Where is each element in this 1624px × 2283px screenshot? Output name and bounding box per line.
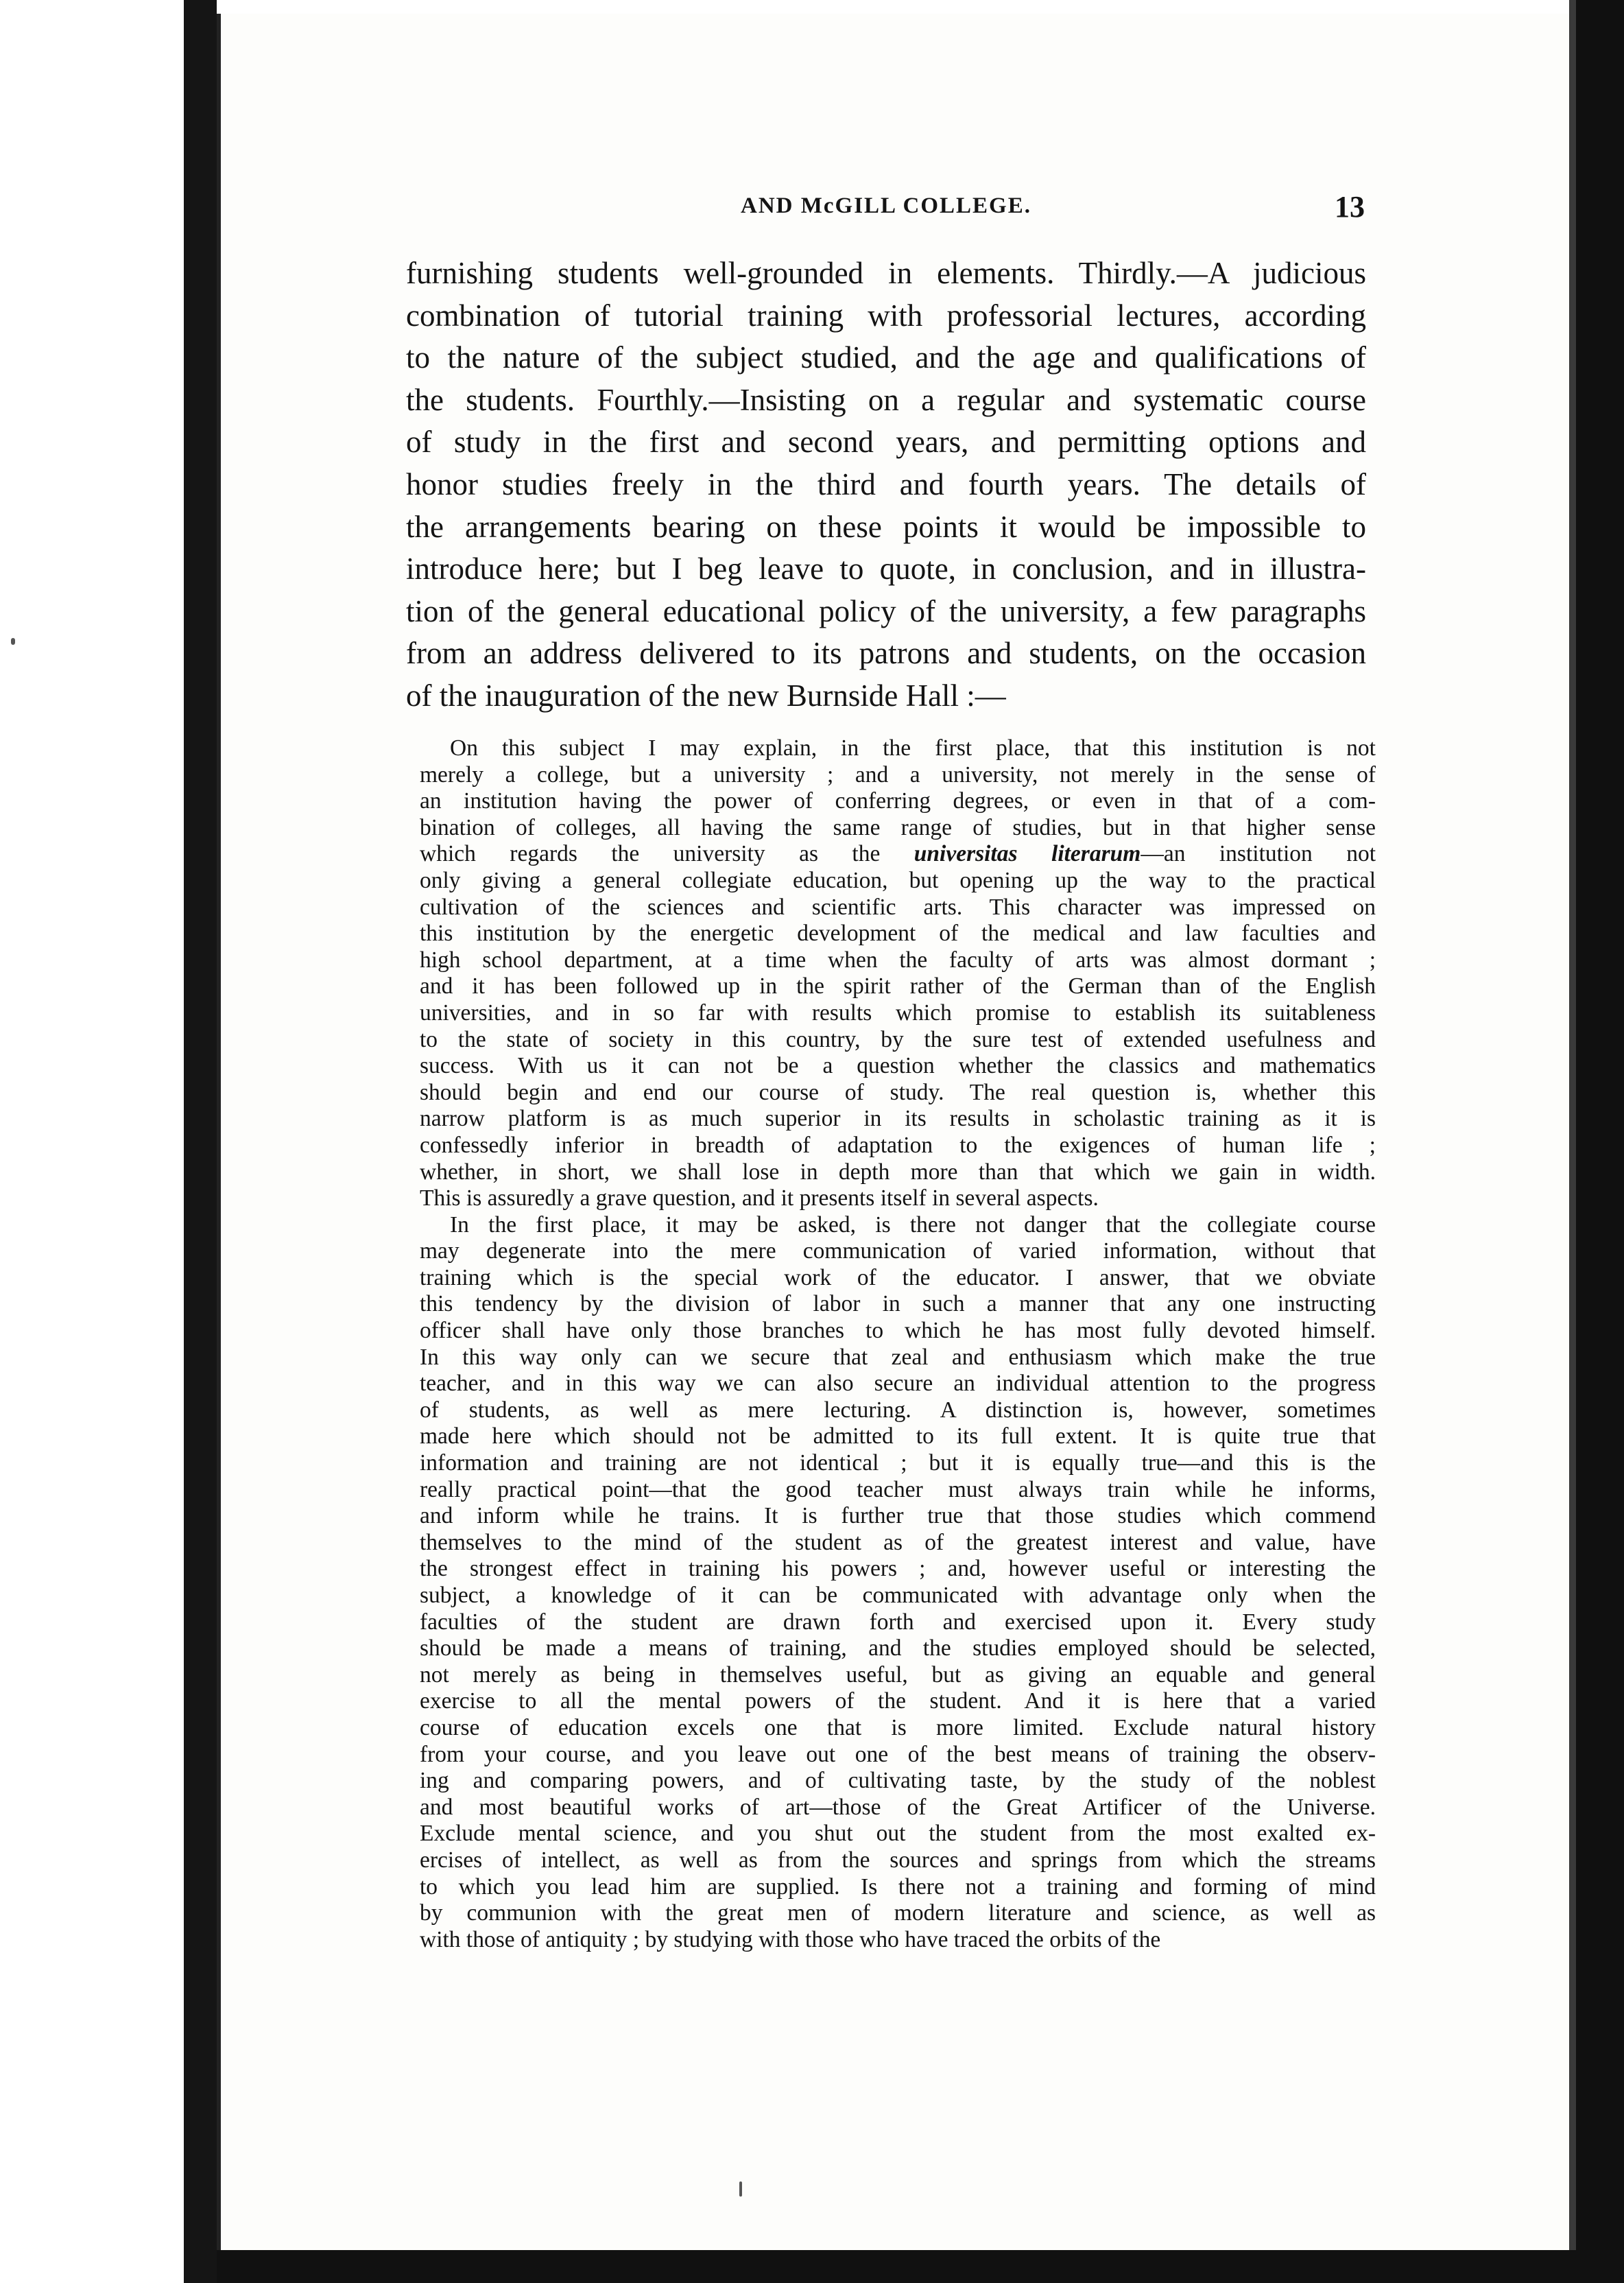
quote-line: This is assuredly a grave question, and it presents itself in several aspects. [420, 1185, 1099, 1211]
quote-line: success. With us it can not be a question whether the classics and mathematics [420, 1053, 1376, 1079]
quote-line: this tendency by the division of labor in such a manner that any one instructing [420, 1291, 1376, 1317]
quote-line: really practical point—that the good teacher must always train while he informs, [420, 1476, 1376, 1502]
quote-line: only giving a general collegiate education, but opening up the way to the practical [420, 867, 1376, 893]
quote-line: should be made a means of training, and the studies employed should be selected, [420, 1635, 1376, 1661]
quote-line: this institution by the energetic development of the medical and law faculties and [420, 921, 1376, 947]
quote-line: of students, as well as mere lecturing. A distinction is, however, sometimes [420, 1397, 1376, 1423]
text-line: of study in the first and second years, and permitting options and [406, 425, 1366, 460]
quote-line: confessedly inferior in breadth of adaptation to the exigences of human life ; [420, 1132, 1376, 1158]
quote-line: to which you lead him are supplied. Is there not a training and forming of mind [420, 1873, 1376, 1900]
quote-line: which regards the university as the universitas literarum—an institution not [420, 841, 1376, 867]
quote-line: teacher, and in this way we can also secure an individual attention to the progress [420, 1371, 1376, 1397]
quote-line: course of education excels one that is more limited. Exclude natural history [420, 1714, 1376, 1740]
quote-line: whether, in short, we shall lose in depth more than that which we gain in width. [420, 1159, 1376, 1185]
quote-line: ercises of intellect, as well as from the sources and springs from which the streams [420, 1847, 1376, 1873]
running-head [398, 190, 1365, 228]
quote-line: faculties of the student are drawn forth and exercised upon it. Every study [420, 1609, 1376, 1635]
quote-line: and most beautiful works of art—those of the Great Artificer of the Universe. [420, 1794, 1376, 1820]
scan-speck [11, 638, 15, 645]
quote-line: to the state of society in this country, by the sure test of extended usefulness and [420, 1026, 1376, 1052]
quote-line: In the first place, it may be asked, is there not danger that the collegiate course [450, 1211, 1376, 1238]
running-head-title: AND McGILL COLLEGE. [741, 193, 1031, 218]
quote-line: bination of colleges, all having the same range of studies, but in that higher sense [420, 814, 1376, 840]
text-line: honor studies freely in the third and fourth years. The details of [406, 466, 1366, 501]
scan-border-right [1569, 0, 1624, 2283]
quote-line: ing and comparing powers, and of cultivating taste, by the study of the noblest [420, 1768, 1376, 1794]
page-edge-line [1569, 0, 1576, 2283]
quote-line: themselves to the mind of the student as of the greatest interest and value, have [420, 1529, 1376, 1555]
quote-line: not merely as being in themselves useful, but as giving an equable and general [420, 1661, 1376, 1688]
quoted-extract [420, 735, 1376, 1953]
quote-line: made here which should not be admitted to its full extent. It is quite true that [420, 1423, 1376, 1450]
quote-line: and inform while he trains. It is further true that those studies which commend [420, 1503, 1376, 1529]
text-line: to the nature of the subject studied, and the age and qualifications of [406, 340, 1366, 375]
text-line: of the inauguration of the new Burnside Hall :— [406, 678, 1006, 713]
quote-line: information and training are not identical ; but it is equally true—and this is the [420, 1450, 1376, 1476]
quote-line: may degenerate into the mere communication of varied information, without that [420, 1238, 1376, 1264]
quote-line: an institution having the power of conferring degrees, or even in that of a com- [420, 788, 1376, 814]
quote-line: merely a college, but a university ; and a university, not merely in the sense of [420, 761, 1376, 788]
quote-line: training which is the special work of the educator. I answer, that we obviate [420, 1264, 1376, 1290]
main-paragraph [406, 252, 1366, 718]
text-line: combination of tutorial training with professorial lectures, according [406, 298, 1366, 333]
quote-line: narrow platform is as much superior in its results in scholastic training as it is [420, 1106, 1376, 1132]
quote-line: In this way only can we secure that zeal and enthusiasm which make the true [420, 1344, 1376, 1370]
text-line: furnishing students well-grounded in elements. Thirdly.—A judicious [406, 256, 1366, 290]
quote-line: from your course, and you leave out one of the best means of training the observ- [420, 1741, 1376, 1767]
latin-phrase: universitas literarum [914, 841, 1141, 867]
quote-line: the strongest effect in training his powers ; and, however useful or interesting the [420, 1556, 1376, 1582]
quote-line: subject, a knowledge of it can be communicated with advantage only when the [420, 1583, 1376, 1608]
text-line: tion of the general educational policy of the university, a few paragraphs [406, 593, 1366, 628]
quote-line: Exclude mental science, and you shut out the student from the most exalted ex- [420, 1821, 1376, 1847]
quote-line: cultivation of the sciences and scientific arts. This character was impressed on [420, 894, 1376, 920]
text-line: from an address delivered to its patrons and students, on the occasion [406, 636, 1366, 671]
quote-line: and it has been followed up in the spirit rather of the German than of the English [420, 973, 1376, 999]
quote-line: exercise to all the mental powers of the student. And it is here that a varied [420, 1688, 1376, 1714]
quote-line: with those of antiquity ; by studying with those who have traced the orbits of the [420, 1926, 1161, 1952]
quote-line: should begin and end our course of study. The real question is, whether this [420, 1079, 1376, 1105]
quote-line: high school department, at a time when the faculty of arts was almost dormant ; [420, 947, 1376, 973]
binding-shadow [184, 0, 217, 2283]
quote-line: by communion with the great men of modern literature and science, as well as [420, 1900, 1376, 1926]
scan-border-bottom [217, 2250, 1624, 2283]
scan-speck [739, 2181, 742, 2197]
text-line: introduce here; but I beg leave to quote, in conclusion, and in illustra- [406, 552, 1366, 587]
quote-line: universities, and in so far with results which promise to establish its suitableness [420, 999, 1376, 1026]
page-number: 13 [1335, 190, 1365, 224]
quote-line: On this subject I may explain, in the first place, that this institution is not [450, 735, 1376, 761]
quote-line: officer shall have only those branches to which he has most fully devoted himself. [420, 1318, 1376, 1344]
facing-page-edge [0, 0, 184, 2283]
text-line: the students. Fourthly.—Insisting on a regular and systematic course [406, 382, 1366, 417]
text-line: the arrangements bearing on these points it would be impossible to [406, 509, 1366, 544]
